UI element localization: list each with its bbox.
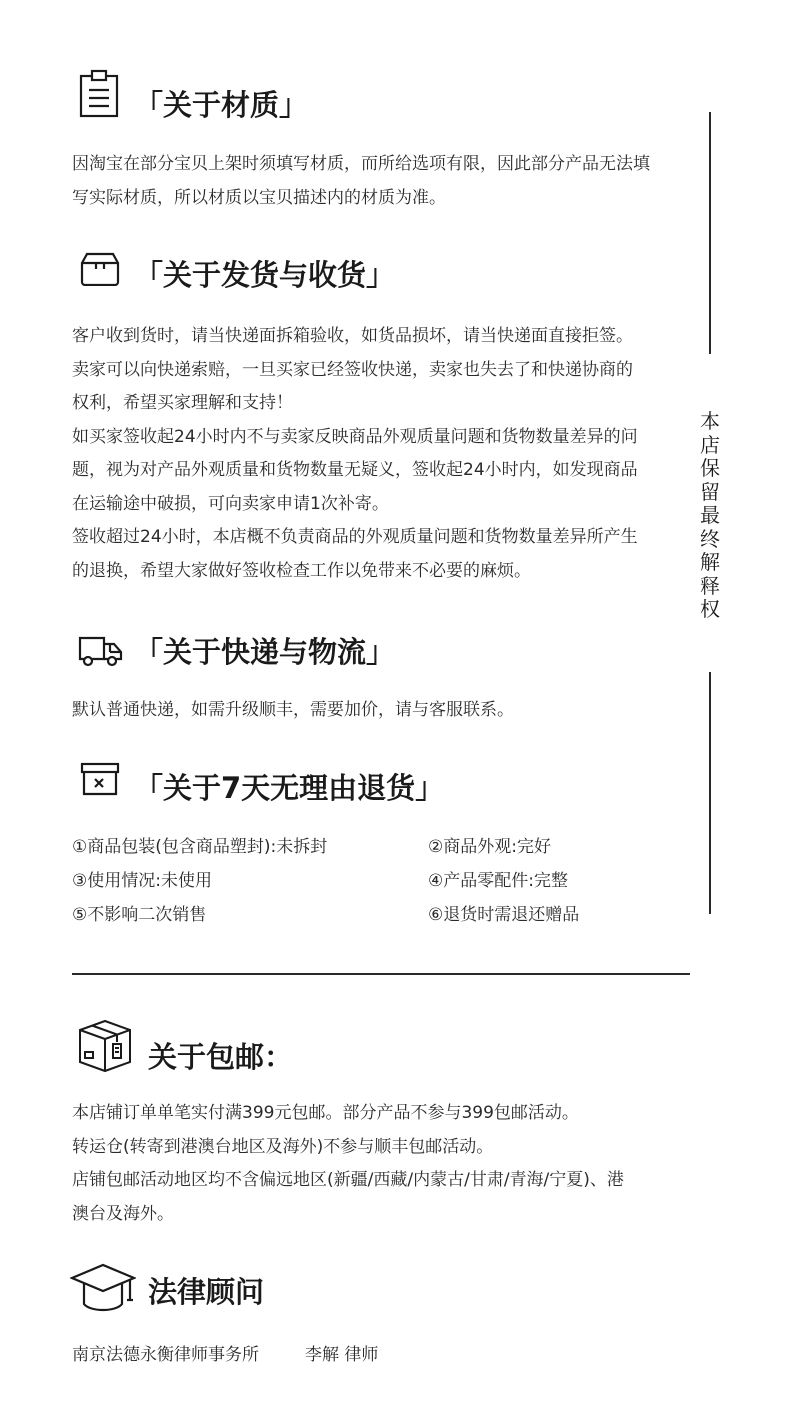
- free-shipping-text: [72, 1097, 624, 1231]
- legal-lawyer: 李解 律师: [305, 1345, 379, 1365]
- side-divider-top: [709, 112, 711, 354]
- section-title-returns: 「关于7天无理由退货」: [134, 771, 445, 805]
- section-divider: [72, 973, 690, 975]
- return-condition: ④产品零配件:完整: [428, 871, 568, 891]
- logistics-text: [72, 694, 514, 728]
- package-icon: [76, 1018, 134, 1074]
- material-text: [72, 148, 650, 215]
- section-title-free-shipping: 关于包邮：: [148, 1040, 294, 1074]
- text-line: 写实际材质，所以材质以宝贝描述内的材质为准。: [72, 187, 446, 208]
- text-line: 的退换，希望大家做好签收检查工作以免带来不必要的麻烦。: [72, 560, 531, 581]
- legal-firm: 南京法德永衡律师事务所: [72, 1345, 259, 1365]
- return-condition: ⑥退货时需退还赠品: [428, 905, 580, 925]
- return-condition: ⑤不影响二次销售: [72, 905, 207, 925]
- side-divider-bottom: [709, 672, 711, 914]
- box-icon: [80, 252, 120, 286]
- text-line: 本店铺订单单笔实付满399元包邮。部分产品不参与399包邮活动。: [72, 1103, 579, 1123]
- section-title-logistics: 「关于快递与物流」: [134, 635, 396, 669]
- shipping-text: [72, 320, 638, 588]
- text-line: 客户收到货时，请当快递面拆箱验收，如货品损坏，请当快递面直接拒签。: [72, 326, 633, 346]
- text-line: 如买家签收起24小时内不与卖家反映商品外观质量问题和货物数量差异的问: [72, 426, 638, 447]
- text-line: 因淘宝在部分宝贝上架时须填写材质，而所给选项有限，因此部分产品无法填: [72, 154, 650, 174]
- graduation-cap-icon: [70, 1262, 136, 1318]
- text-line: 题，视为对产品外观质量和货物数量无疑义，签收起24小时内，如发现商品: [72, 460, 638, 480]
- section-title-material: 「关于材质」: [134, 88, 309, 122]
- text-line: 卖家可以向快递索赔，一旦买家已经签收快递，卖家也失去了和快递协商的: [72, 359, 633, 380]
- return-condition: ③使用情况:未使用: [72, 871, 212, 891]
- return-box-icon: [80, 762, 120, 798]
- text-line: 转运仓(转寄到港澳台地区及海外)不参与顺丰包邮活动。: [72, 1136, 494, 1157]
- section-title-shipping: 「关于发货与收货」: [134, 258, 396, 292]
- return-condition: ②商品外观:完好: [428, 837, 551, 857]
- text-line: 澳台及海外。: [72, 1203, 174, 1224]
- clipboard-icon: [78, 69, 120, 119]
- text-line: 权利，希望买家理解和支持！: [72, 393, 293, 413]
- section-title-legal: 法律顾问: [148, 1275, 265, 1309]
- side-note: 本店保留最终解释权: [700, 409, 720, 621]
- return-condition: ①商品包装(包含商品塑封):未拆封: [72, 837, 328, 857]
- truck-icon: [78, 634, 124, 668]
- text-line: 店铺包邮活动地区均不含偏远地区(新疆/西藏/内蒙古/甘肃/青海/宁夏)、港: [72, 1170, 624, 1190]
- text-line: 默认普通快递，如需升级顺丰，需要加价，请与客服联系。: [72, 700, 514, 720]
- text-line: 签收超过24小时，本店概不负责商品的外观质量问题和货物数量差异所产生: [72, 527, 638, 547]
- text-line: 在运输途中破损，可向卖家申请1次补寄。: [72, 493, 389, 514]
